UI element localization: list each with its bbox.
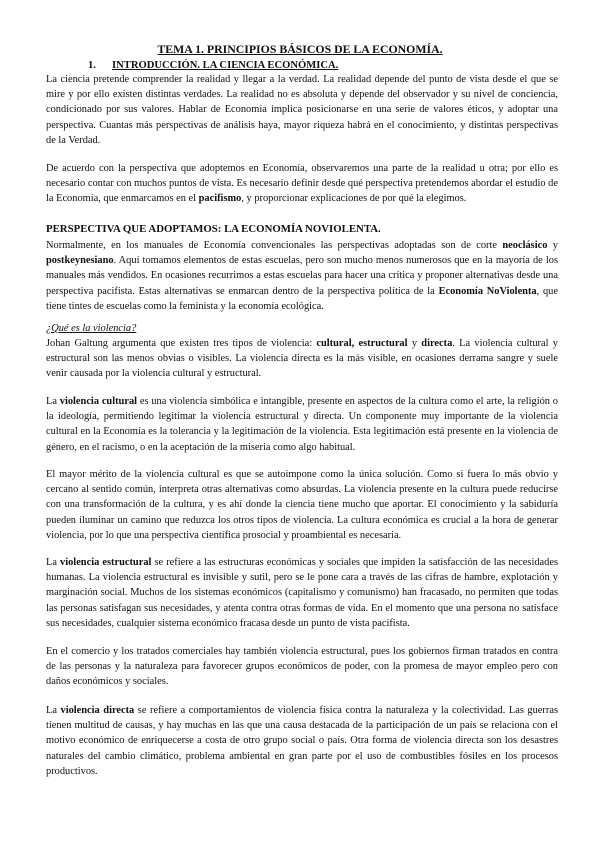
text-run: es una violencia simbólica e intangible, presente en aspectos de la cultura como el arte, la religión o la ideología, permitiendo legitimar la violencia estructural y directa. Un componente muy importante de la violencia cultural en la Economía es la tolerancia y la legitimación de la violencia. Esta legitimación está presente en la violencia de género, en el racismo, o en la aceptación de la miseria como algo habitual. <box>46 396 558 453</box>
text-run: y <box>407 338 422 349</box>
text-run: Normalmente, en los manuales de Economía convencionales las perspectivas adoptadas son de corte <box>46 240 503 251</box>
paragraph-direct-violence <box>46 703 558 779</box>
question-heading: ¿Qué es la violencia? <box>46 323 137 334</box>
bold-term-postkeynesiano: postkeynesiano <box>46 255 114 267</box>
document-title: TEMA 1. PRINCIPIOS BÁSICOS DE LA ECONOMÍA. <box>157 42 443 56</box>
paragraph-intro: La ciencia pretende comprender la realidad y llegar a la verdad. La realidad depende del punto de vista desde el que se mire y por ello existen distintas verdades. La realidad no es absoluta y depende del observador y su nivel de conciencia, condicionado por sus valores. Hablar de Economía implica posicionarse en una serie de valores éticos, y adoptar una perspectiva. Cuantas más perspectivas de análisis haya, mayor riqueza habrá en el conocimiento, y distintas perspectivas de la Verdad. <box>46 74 558 146</box>
paragraph-structural-violence <box>46 555 558 631</box>
paragraph-galtung <box>46 336 558 382</box>
heading-noviolent-economy: PERSPECTIVA QUE ADOPTAMOS: LA ECONOMÍA NOVIOLENTA. <box>46 223 381 235</box>
text-run: , que tiene tintes de escuelas como la feminista y la economía ecológica. <box>46 285 558 312</box>
text-run: La <box>46 396 60 407</box>
bold-term-economia-noviolenta: Economía NoViolenta <box>438 285 537 297</box>
text-run: . Aquí tomamos elementos de estas escuelas, pero son mucho menos numerosos que en la mayoría de los manuales más vendidos. En ocasiones recurrimos a estas escuelas para hacer una crítica y proponer alternativas desde una perspectiva pacifista. Estas alternativas se enmarcan dentro de la perspectiva política de la <box>46 255 558 297</box>
text-run: , y proporcionar explicaciones de por qué la elegimos. <box>241 193 467 205</box>
paragraph-cultural-violence <box>46 394 558 455</box>
bold-term-cultural-estructural: cultural, estructural <box>316 338 408 349</box>
section-number: 1. <box>88 60 96 71</box>
bold-term-pacifismo: pacifismo <box>198 193 242 205</box>
text-run: Johan Galtung argumenta que existen tres tipos de violencia: <box>46 338 317 349</box>
text-run: se refiere a comportamientos de violencia física contra la naturaleza y la colectividad. Las guerras tienen multitud de causas, y hay muchas en las que una causa destacada de la participación de un país se relaciona con el motivo económico de enriquecerse a costa de otro grupo social o país. Otra forma de violencia directa son los desastres naturales del cambio climático, problema ambiental en gran parte por el uso de combustibles fósiles en los procesos productivos. <box>46 705 558 777</box>
bold-term-violencia-cultural: violencia cultural <box>59 396 138 407</box>
text-run: La <box>46 705 61 716</box>
text-run: y <box>547 240 558 251</box>
section-heading <box>88 58 338 73</box>
text-run: se refiere a las estructuras económicas y sociales que impiden la satisfacción de las necesidades humanas. La violencia estructural es invisible y sutil, pero se le pone cara a través de las cifras de hambre, explotación y marginación social. Muchos de los sistemas económicos (capitalismo y comunismo) han fracasado, no permiten que todas las personas satisfagan sus necesidades, y atenta contra otras formas de vida. En el momento que una persona no satisface sus necesidades, cualquier sistema económico fracasa desde un punto de vista pacifista. <box>46 557 558 629</box>
section-label: INTRODUCCIÓN. LA CIENCIA ECONÓMICA. <box>112 60 339 71</box>
paragraph-schools <box>46 238 558 314</box>
paragraph-trade: En el comercio y los tratados comerciales hay también violencia estructural, pues los gobiernos firman tratados en contra de las personas y la naturaleza para favorecer grupos económicos de poder, con la promesa de mayor empleo pero con daños económicos y sociales. <box>46 646 558 688</box>
bold-term-neoclasico: neoclásico <box>502 240 548 251</box>
bold-term-directa: directa <box>421 338 453 349</box>
text-run: La <box>46 557 61 568</box>
text-run: . La violencia cultural y estructural son las menos obvias o visibles. La violencia directa es la más visible, en ocasiones derrama sangre y suele venir causada por la violencia cultural y estructural. <box>46 338 558 380</box>
paragraph-perspective <box>46 161 558 207</box>
bold-term-violencia-estructural: violencia estructural <box>60 557 152 568</box>
paragraph-cultural-merit: El mayor mérito de la violencia cultural es que se autoimpone como la única solución. Como si fuera lo más obvio y cercano al sentido común, interpreta otras alternativas como absurdas. La violencia presente en la cultura puede reducirse con una transformación de la cultura, y es ahí donde la ciencia tiene mucho que aportar. El conocimiento y la sabiduría pueden iluminar un camino que reduzca los otros tipos de violencia. La cultura económica es crucial a la hora de generar violencia, por lo que una perspectiva científica prosocial y proambiental es necesaria. <box>46 469 558 541</box>
bold-term-violencia-directa: violencia directa <box>60 705 135 716</box>
text-run: De acuerdo con la perspectiva que adoptemos en Economía, observaremos una parte de la realidad u otra; por ello es necesario contar con muchos puntos de vista. Es necesario definir desde qué perspectiva pretendemos abordar el estudio de la Economía, que enmarcamos en el <box>46 163 558 205</box>
